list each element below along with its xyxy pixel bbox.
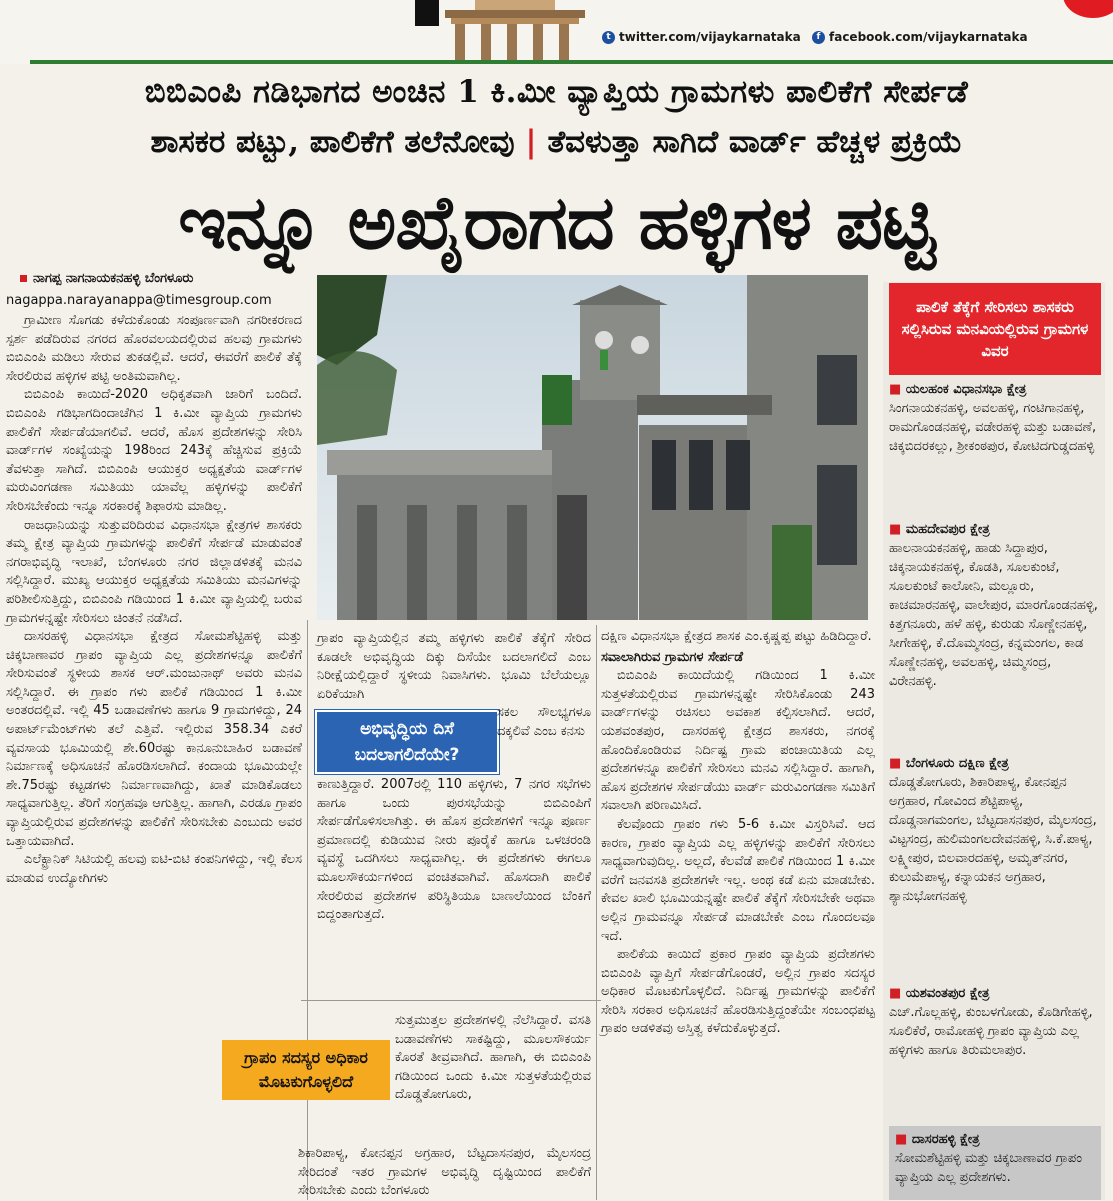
section-rule [301,1000,601,1001]
sidebar-section-yeshwanthpur: ■ ಯಶವಂತಪುರ ಕ್ಷೇತ್ರ ಎಚ್.ಗೊಲ್ಲಹಳ್ಳಿ, ಕುಂಬಳಗೋಡು, ಕೊಡಿಗೇಹಳ್ಳಿ, ಸೂಲಿಕೆರೆ, ರಾಮೋಹಳ್ಳಿ ಗ್ರಾಪಂ ವ್ಯಾಪ್ತಿಯ ಎಲ್ಲ ಹಳ್ಳಿಗಳು ಹಾಗೂ ತಿರುಮಲಾಪುರ. [889,986,1093,1058]
paragraph: ರಾಜಧಾನಿಯನ್ನು ಸುತ್ತುವರಿದಿರುವ ವಿಧಾನಸಭಾ ಕ್ಷೇತ್ರಗಳ ಶಾಸಕರು ತಮ್ಮ ಕ್ಷೇತ್ರ ವ್ಯಾಪ್ತಿಯ ಗ್ರಾಮಗಳನ್ನು ಪಾಲಿಕೆಗೆ ಸೇರ್ಪಡೆ ಮಾಡುವಂತೆ ನಗರಾಭಿವೃದ್ಧಿ ಇಲಾಖೆ, ಬೆಂಗಳೂರು ನಗರ ಜಿಲ್ಲಾಡಳಿತಕ್ಕೆ ಮನವಿ ಸಲ್ಲಿಸಿದ್ದಾರೆ. ಮುಖ್ಯ ಆಯುಕ್ತರ ಅಧ್ಯಕ್ಷತೆಯ ಸಮಿತಿಯು ಮನವಿಗಳನ್ನು ಪರಿಶೀಲಿಸುತ್ತಿದ್ದು, ಬಿಬಿಎಂಪಿ ಗಡಿಯಿಂದ 1 ಕಿ.ಮೀ ವ್ಯಾಪ್ತಿಯಲ್ಲಿ ಬರುವ ಗ್ರಾಮಗಳನ್ನಷ್ಟೇ ಸೇರಿಸಲು ಚಿಂತನೆ ನಡೆಸಿದೆ. [6,517,302,626]
building-illustration-icon [317,275,868,620]
article-column-2-middle [317,776,591,925]
facebook-handle[interactable]: f facebook.com/vijaykarnataka [812,30,1028,44]
bbmp-building-photo [317,275,868,620]
paragraph: ಗ್ರಾಮೀಣ ಸೊಗಡು ಕಳೆದುಕೊಂಡು ಸಂಪೂರ್ಣವಾಗಿ ನಗರೀಕರಣದ ಸ್ಪರ್ಶ ಪಡೆದಿರುವ ನಗರದ ಹೊರವಲಯದಲ್ಲಿರುವ ಹಲವು ಗ್ರಾಮಗಳು ಬಿಬಿಎಂಪಿ ಮಡಿಲು ಸೇರುವ ತುಕಡಲ್ಲಿವೆ. ಆದರೆ, ಈವರೆಗೆ ಪಾಲಿಕೆ ತೆಕ್ಕೆ ಸೇರಲಿರುವ ಹಳ್ಳಿಗಳ ಪಟ್ಟಿ ಅಂತಿಮವಾಗಿಲ್ಲ. [6,313,302,384]
column-rule [596,625,597,1200]
paragraph: ಸಕಲ ಸೌಲಭ್ಯಗಳೂ ದಕ್ಕಲಿವೆ ಎಂಬ ಕನಸು [497,705,591,739]
bullet-icon: ■ [889,522,906,537]
twitter-handle[interactable]: t twitter.com/vijaykarnataka [602,30,801,44]
article-column-3 [601,628,875,1039]
sidebar-title: ಪಾಲಿಕೆ ತೆಕ್ಕೆಗೆ ಸೇರಿಸಲು ಶಾಸಕರು ಸಲ್ಲಿಸಿರುವ ಮನವಿಯಲ್ಲಿರುವ ಗ್ರಾಮಗಳ ವಿವರ [889,283,1101,375]
sidebar-section-bengaluru-south: ■ ಬೆಂಗಳೂರು ದಕ್ಷಿಣ ಕ್ಷೇತ್ರ ದೊಡ್ಡತೋಗೂರು, ಶಿಕಾರಿಪಾಳ್ಯ, ಕೋನಪ್ಪನ ಅಗ್ರಹಾರ, ಗೋವಿಂದ ಶೆಟ್ಟಿಪಾಳ್ಯ, ದೊಡ್ಡನಾಗಮಂಗಲ, ಬೆಟ್ಟದಾಸನಪುರ, ಮೈಲಸಂದ್ರ, ವಿಟ್ಟಸಂದ್ರ, ಹುಲಿಮಂಗಲದೇವನಹಳ್ಳಿ, ಸಿ.ಕೆ.ಪಾಳ್ಯ, ಲಕ್ಷ್ಮೀಪುರ, ಬಿಲವಾರದಹಳ್ಳಿ, ಅಮೃತ್‌ನಗರ, ಕುಲುಮೆಪಾಳ್ಯ, ಕನ್ನಾಯಕನ ಅಗ್ರಹಾರ, ಶ್ಯಾನುಭೋಗನಹಳ್ಳಿ [889,756,1097,904]
headline: ಇನ್ನೂ ಅಖೈರಾಗದ ಹಳ್ಳಿಗಳ ಪಟ್ಟಿ [178,180,935,266]
article-column-2-side [497,704,591,741]
paragraph: ದಾಸರಹಳ್ಳಿ ವಿಧಾನಸಭಾ ಕ್ಷೇತ್ರದ ಸೋಮಶೆಟ್ಟಿಹಳ್ಳಿ ಮತ್ತು ಚಿಕ್ಕಬಾಣಾವರ ಗ್ರಾಪಂ ವ್ಯಾಪ್ತಿಯ ಎಲ್ಲ ಪ್ರದೇಶಗಳನ್ನೂ ಪಾಲಿಕೆಗೆ ಸೇರಿಸುವಂತೆ ಸ್ಥಳೀಯ ಶಾಸಕ ಆರ್.ಮಂಜುನಾಥ್ ಅವರು ಮನವಿ ಸಲ್ಲಿಸಿದ್ದಾರೆ. ಈ ಗ್ರಾಪಂ ಗಳು ಪಾಲಿಕೆ ಗಡಿಯಿಂದ 1 ಕಿ.ಮೀ ಅಂತರದಲ್ಲಿವೆ. ಇಲ್ಲಿ 45 ಬಡಾವಣೆಗಳು ಹಾಗೂ 9 ಗ್ರಾಮಗಳಿದ್ದು, 24 ಅಪಾರ್ಟ್‌ಮೆಂಟ್‌ಗಳು ತಲೆ ಎತ್ತಿವೆ. ಇಲ್ಲಿರುವ 358.34 ಎಕರೆ ವ್ಯವಸಾಯ ಭೂಮಿಯಲ್ಲಿ ಶೇ.60ರಷ್ಟು ಕಾನೂನುಬಾಹಿರ ಬಡಾವಣೆ ನಿರ್ಮಾಣಕ್ಕೆ ಅಧಿಸೂಚನೆ ಹೊರಡಿಸಲಾಗಿದೆ. ಕಂದಾಯ ಭೂಮಿಯಲ್ಲೇ ಶೇ.75ರಷ್ಟು ಕಟ್ಟಡಗಳು ನಿರ್ಮಾಣವಾಗಿದ್ದು, ಖಾತೆ ಮಾಡಿಕೊಡಲು ಸಾಧ್ಯವಾಗುತ್ತಿಲ್ಲ. ತೆರಿಗೆ ಸಂಗ್ರಹವೂ ಆಗುತ್ತಿಲ್ಲ. ಹಾಗಾಗಿ, ಎರಡೂ ಗ್ರಾಪಂ ವ್ಯಾಪ್ತಿಯಲ್ಲಿರುವ ಪ್ರದೇಶಗಳನ್ನು ಪಾಲಿಕೆಗೆ ಸೇರಿಸಬೇಕು ಎಂಬುದು ಅವರ ಒತ್ತಾಯವಾಗಿದೆ. [6,629,302,849]
paragraph: ಕೆಲವೊಂದು ಗ್ರಾಪಂ ಗಳು 5-6 ಕಿ.ಮೀ ವಿಸ್ತರಿಸಿವೆ. ಆದ ಕಾರಣ, ಗ್ರಾಪಂ ವ್ಯಾಪ್ತಿಯ ಎಲ್ಲ ಹಳ್ಳಿಗಳನ್ನು ಪಾಲಿಕೆಗೆ ಸೇರಿಸಲು ಸಾಧ್ಯವಾಗುವುದಿಲ್ಲ. ಅಲ್ಲದೆ, ಕೆಲವೆಡೆ ಪಾಲಿಕೆ ಗಡಿಯಿಂದ 1 ಕಿ.ಮೀ ವರೆಗೆ ಜನವಸತಿ ಪ್ರದೇಶಗಳೇ ಇಲ್ಲ. ಅಂಥ ಕಡೆ ಏನು ಮಾಡಬೇಕು. ಕೇವಲ ಖಾಲಿ ಭೂಮಿಯನ್ನಷ್ಟೇ ಪಾಲಿಕೆ ತೆಕ್ಕೆಗೆ ಸೇರಿಸಬೇಕೇ ಅಥವಾ ಅಲ್ಲಿನ ಗ್ರಾಮವನ್ನೂ ಸೇರ್ಪಡೆ ಮಾಡಬೇಕೇ ಎಂಬ ಗೊಂದಲವೂ ಇದೆ. [601,816,875,944]
masthead [0,0,1113,64]
pull-quote-panchayat: ಗ್ರಾಪಂ ಸದಸ್ಯರ ಅಧಿಕಾರ ಮೊಟಕುಗೊಳ್ಳಲಿದೆ [222,1040,390,1100]
paragraph: ಪಾಲಿಕೆಯ ಕಾಯಿದೆ ಪ್ರಕಾರ ಗ್ರಾಪಂ ವ್ಯಾಪ್ತಿಯ ಪ್ರದೇಶಗಳು ಬಿಬಿಎಂಪಿ ವ್ಯಾಪ್ತಿಗೆ ಸೇರ್ಪಡೆಗೊಂಡರೆ, ಅಲ್ಲಿನ ಗ್ರಾಪಂ ಸದಸ್ಯರ ಅಧಿಕಾರ ಮೊಟಕುಗೊಳ್ಳಲಿದೆ. ನಿರ್ದಿಷ್ಟ ಗ್ರಾಮಗಳನ್ನು ಪಾಲಿಕೆಗೆ ಸೇರಿಸಿ ಸರಕಾರ ಅಧಿಸೂಚನೆ ಹೊರಡಿಸುತ್ತಿದ್ದಂತೆಯೇ ಸಂಬಂಧಪಟ್ಟ ಗ್ರಾಪಂ ಆಡಳಿತವು ಅಸ್ತಿತ್ವ ಕಳೆದುಕೊಳ್ಳುತ್ತದೆ. [601,947,875,1037]
masthead-divider [30,60,1113,64]
facebook-icon: f [812,31,825,44]
paragraph: ಬಿಬಿಎಂಪಿ ಕಾಯಿದೆ-2020 ಅಧಿಕೃತವಾಗಿ ಜಾರಿಗೆ ಬಂದಿದೆ. ಬಿಬಿಎಂಪಿ ಗಡಿಭಾಗದಿಂದಾಚೆಗಿನ 1 ಕಿ.ಮೀ ವ್ಯಾಪ್ತಿಯ ಗ್ರಾಮಗಳು ಪಾಲಿಕೆಗೆ ಸೇರ್ಪಡೆಯಾಗಲಿವೆ. ಆದರೆ, ಹೊಸ ಪ್ರದೇಶಗಳನ್ನು ಸೇರಿಸಿ ವಾರ್ಡ್‌ಗಳ ಸಂಖ್ಯೆಯನ್ನು 198ರಿಂದ 243ಕ್ಕೆ ಹೆಚ್ಚಿಸುವ ಪ್ರಕ್ರಿಯೆ ತೆವಳುತ್ತಾ ಸಾಗಿದೆ. ಬಿಬಿಎಂಪಿ ಆಯುಕ್ತರ ಅಧ್ಯಕ್ಷತೆಯ ವಾರ್ಡ್‌ಗಳ ಮರುವಿಂಗಡಣಾ ಸಮಿತಿಯು ಯಾವೆಲ್ಲ ಹಳ್ಳಿಗಳನ್ನು ಪಾಲಿಕೆಗೆ ಸೇರಿಸಬೇಕೆಂದು ಇನ್ನೂ ಸರಕಾರಕ್ಕೆ ಶಿಫಾರಸು ಮಾಡಿಲ್ಲ. [6,387,303,514]
sidebar-section-dasarahalli: ■ ದಾಸರಹಳ್ಳಿ ಕ್ಷೇತ್ರ ಸೋಮಶೆಟ್ಟಿಹಳ್ಳಿ ಮತ್ತು ಚಿಕ್ಕಬಾಣಾವರ ಗ್ರಾಪಂ ವ್ಯಾಪ್ತಿಯ ಎಲ್ಲ ಪ್ರದೇಶಗಳು. [889,1126,1101,1200]
byline: ನಾಗಪ್ಪ ನಾಗನಾಯಕನಹಳ್ಳಿ ಬೆಂಗಳೂರು [20,271,193,286]
article-column-1 [6,312,302,888]
pull-quote-development: ಅಭಿವೃದ್ಧಿಯ ದಿಸೆ ಬದಲಾಗಲಿದೆಯೇ? [315,710,499,774]
bullet-icon: ■ [895,1132,912,1147]
paragraph: ಬಿಬಿಎಂಪಿ ಕಾಯಿದೆಯಲ್ಲಿ ಗಡಿಯಿಂದ 1 ಕಿ.ಮೀ ಸುತ್ತಳತೆಯಲ್ಲಿರುವ ಗ್ರಾಮಗಳನ್ನಷ್ಟೇ ಸೇರಿಸಿಕೊಂಡು 243 ವಾರ್ಡ್‌ಗಳನ್ನು ರಚಿಸಲು ಅವಕಾಶ ಕಲ್ಪಿಸಲಾಗಿದೆ. ಆದರೆ, ಯಶವಂತಪುರ, ದಾಸರಹಳ್ಳಿ ಕ್ಷೇತ್ರದ ಶಾಸಕರು, ನಗರಕ್ಕೆ ಹೊಂದಿಕೊಂಡಿರುವ ನಿರ್ದಿಷ್ಟ ಗ್ರಾಮ ಪಂಚಾಯಿತಿಯ ಎಲ್ಲ ಪ್ರದೇಶಗಳನ್ನೂ ಪಾಲಿಕೆಗೆ ಸೇರಿಸಲು ಮನವಿ ಸಲ್ಲಿಸಿದ್ದಾರೆ. ಹಾಗಾಗಿ, ಹೊಸ ಪ್ರದೇಶಗಳ ಸೇರ್ಪಡೆಯು ವಾರ್ಡ್ ಮರುವಿಂಗಡಣಾ ಸಮಿತಿಗೆ ಸವಾಲಾಗಿ ಪರಿಣಮಿಸಿದೆ. [601,668,875,814]
sidebar-section-yelahanka: ■ ಯಲಹಂಕ ವಿಧಾನಸಭಾ ಕ್ಷೇತ್ರ ಸಿಂಗನಾಯಕನಹಳ್ಳಿ, ಅವಲಹಳ್ಳಿ, ಗಂಟಿಗಾನಹಳ್ಳಿ, ರಾಮಗೊಂಡನಹಳ್ಳಿ, ವಡೇರಹಳ್ಳಿ ಮತ್ತು ಬಡಾವಣೆ, ಚಿಕ್ಕಬಿದರಕಲ್ಲು, ಶ್ರೀಕಂಠಪುರ, ಕೋಟಿದಗುಡ್ಡದಹಳ್ಳಿ [889,382,1097,454]
article-column-2-top [317,630,591,704]
sidebar-section-mahadevapura: ■ ಮಹದೇವಪುರ ಕ್ಷೇತ್ರ ಹಾಲನಾಯಕನಹಳ್ಳಿ, ಹಾಡು ಸಿದ್ದಾಪುರ, ಚಿಕ್ಕನಾಯಕನಹಳ್ಳಿ, ಕೊಡತಿ, ಸೂಲಕುಂಟೆ, ಸೂಲಕುಂಟೆ ಕಾಲೋನಿ, ಮಲ್ಲೂರು, ಕಾಚಮಾರನಹಳ್ಳಿ, ವಾಲೇಪುರ, ಮಾರಗೊಂಡನಹಳ್ಳಿ, ಕಿತ್ತಗನೂರು, ಹಳೆ ಹಳ್ಳಿ, ಕುರುಡು ಸೊಣ್ಣೇನಹಳ್ಳಿ, ಸೀಗೇಹಳ್ಳಿ, ಕೆ.ದೊಮ್ಮಸಂದ್ರ, ಕನ್ನಮಂಗಲ, ಕಾಡ ಸೊಣ್ಣೇನಹಳ್ಳಿ, ಅವಲಹಳ್ಳಿ, ಚಿಮ್ಮಸಂದ್ರ, ವಿರೇನಹಳ್ಳಿ. [889,522,1098,689]
paragraph: ದಕ್ಷಿಣ ವಿಧಾನಸಭಾ ಕ್ಷೇತ್ರದ ಶಾಸಕ ಎಂ.ಕೃಷ್ಣಪ್ಪ ಪಟ್ಟು ಹಿಡಿದಿದ್ದಾರೆ. [601,629,872,644]
article-column-2-bottom [298,1145,591,1201]
kicker-line-1: ಬಿಬಿಎಂಪಿ ಗಡಿಭಾಗದ ಅಂಚಿನ 1 ಕಿ.ಮೀ ವ್ಯಾಪ್ತಿಯ ಗ್ರಾಮಗಳು ಪಾಲಿಕೆಗೆ ಸೇರ್ಪಡೆ [144,74,969,110]
paragraph: ಸುತ್ತಮುತ್ತಲ ಪ್ರದೇಶಗಳಲ್ಲಿ ನೆಲೆಸಿದ್ದಾರೆ. ವಸತಿ ಬಡಾವಣೆಗಳು ಸಾಕಷ್ಟಿದ್ದು, ಮೂಲಸೌಕರ್ಯ ಕೊರತೆ ತೀವ್ರವಾಗಿದೆ. ಹಾಗಾಗಿ, ಈ ಬಿಬಿಎಂಪಿ ಗಡಿಯಿಂದ ಒಂದು ಕಿ.ಮೀ ಸುತ್ತಳತೆಯಲ್ಲಿರುವ ದೊಡ್ಡತೋಗೂರು, [395,1013,591,1103]
article-column-2-lower [395,1012,591,1105]
author-email[interactable]: nagappa.narayanappa@timesgroup.com [6,293,272,308]
twitter-icon: t [602,31,615,44]
paragraph: ಗ್ರಾಪಂ ವ್ಯಾಪ್ತಿಯಲ್ಲಿನ ತಮ್ಮ ಹಳ್ಳಿಗಳು ಪಾಲಿಕೆ ತೆಕ್ಕೆಗೆ ಸೇರಿದ ಕೂಡಲೇ ಅಭಿವೃದ್ಧಿಯ ದಿಕ್ಕು ದಿಸೆಯೇ ಬದಲಾಗಲಿದೆ ಎಂಬ ನಿರೀಕ್ಷೆಯಲ್ಲಿದ್ದಾರೆ ಸ್ಥಳೀಯ ನಿವಾಸಿಗಳು. ಭೂಮಿ ಬೆಲೆಯಲ್ಲೂ ಏರಿಕೆಯಾಗಿ [317,631,591,702]
bullet-icon: ■ [889,382,906,397]
paragraph: ಎಲೆಕ್ಟ್ರಾನಿಕ್ ಸಿಟಿಯಲ್ಲಿ ಹಲವು ಐಟಿ-ಬಿಟಿ ಕಂಪನಿಗಳಿದ್ದು, ಇಲ್ಲಿ ಕೆಲಸ ಮಾಡುವ ಉದ್ಯೋಗಿಗಳು [6,852,302,886]
subhead-villages: ಸವಾಲಾಗಿರುವ ಗ್ರಾಮಗಳ ಸೇರ್ಪಡೆ [601,649,744,665]
bullet-icon: ■ [889,986,906,1001]
byline-marker-icon [20,275,27,282]
brand-circle-icon [1063,0,1113,18]
column-rule [307,620,308,1200]
paragraph: ಕಾಣುತ್ತಿದ್ದಾರೆ. 2007ರಲ್ಲಿ 110 ಹಳ್ಳಿಗಳು, 7 ನಗರ ಸಭೆಗಳು ಹಾಗೂ ಒಂದು ಪುರಸಭೆಯನ್ನು ಬಿಬಿಎಂಪಿಗೆ ಸೇರ್ಪಡೆಗೊಳಿಸಲಾಗಿತ್ತು. ಈ ಹೊಸ ಪ್ರದೇಶಗಳಿಗೆ ಇನ್ನೂ ಪೂರ್ಣ ಪ್ರಮಾಣದಲ್ಲಿ ಕುಡಿಯುವ ನೀರು ಪೂರೈಕೆ ಹಾಗೂ ಒಳಚರಂಡಿ ವ್ಯವಸ್ಥೆ ಒದಗಿಸಲು ಸಾಧ್ಯವಾಗಿಲ್ಲ. ಈ ಪ್ರದೇಶಗಳು ಈಗಲೂ ಮೂಲಸೌಕರ್ಯಗಳಿಂದ ವಂಚಿತವಾಗಿವೆ. ಹೊಸದಾಗಿ ಪಾಲಿಕೆ ಸೇರಲಿರುವ ಪ್ರದೇಶಗಳ ಪರಿಸ್ಥಿತಿಯೂ ಬಾಣಲೆಯಿಂದ ಬೆಂಕಿಗೆ ಬಿದ್ದಂತಾಗುತ್ತದೆ. [317,777,591,923]
paragraph: ಶಿಕಾರಿಪಾಳ್ಯ, ಕೋನಪ್ಪನ ಅಗ್ರಹಾರ, ಬೆಟ್ಟದಾಸನಪುರ, ಮೈಲಸಂದ್ರ ಸೇರಿದಂತೆ ಇತರ ಗ್ರಾಮಗಳ ಅಭಿವೃದ್ಧಿ ದೃಷ್ಟಿಯಿಂದ ಪಾಲಿಕೆಗೆ ಸೇರಿಸಬೇಕು ಎಂದು ಬೆಂಗಳೂರು [298,1146,591,1199]
kicker-line-2: ಶಾಸಕರ ಪಟ್ಟು, ಪಾಲಿಕೆಗೆ ತಲೆನೋವು | ತೆವಳುತ್ತಾ ಸಾಗಿದೆ ವಾರ್ಡ್ ಹೆಚ್ಚಳ ಪ್ರಕ್ರಿಯೆ [150,124,963,160]
bullet-icon: ■ [889,756,906,771]
masthead-logo-icon [415,0,605,60]
